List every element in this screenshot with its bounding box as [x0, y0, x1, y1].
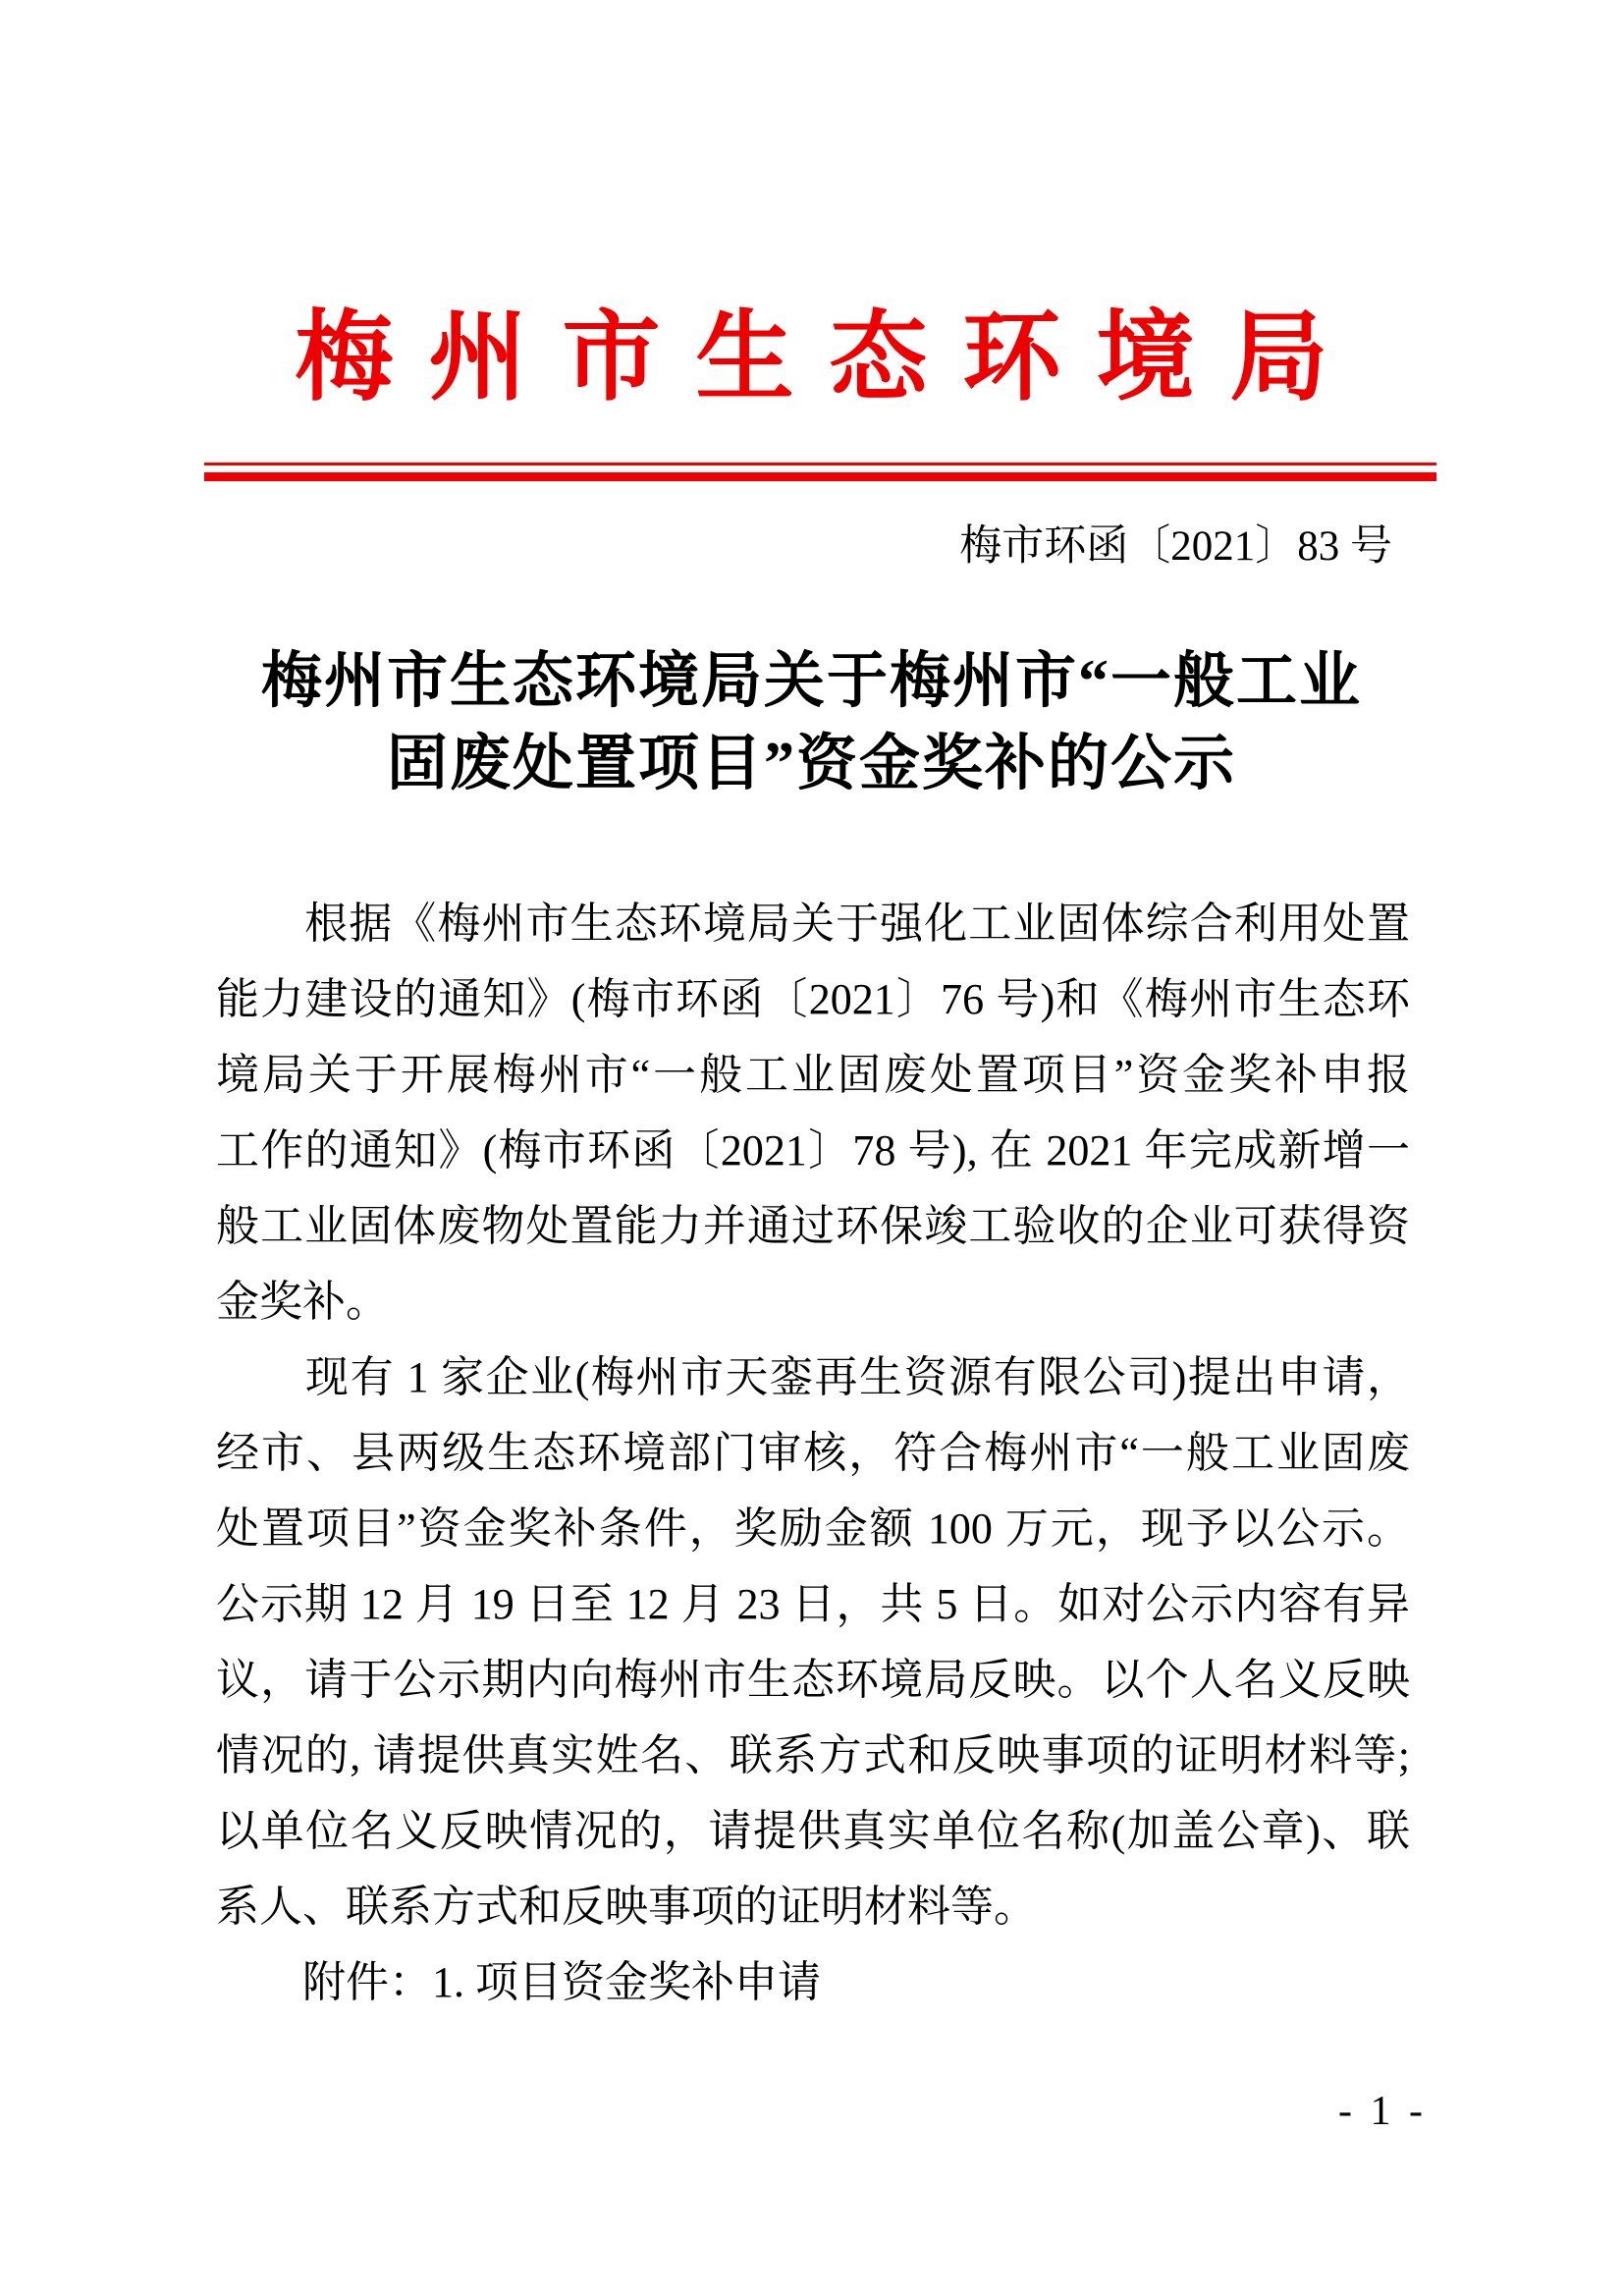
body-line: 处置项目”资金奖补条件，奖励金额 100 万元，现予以公示。: [216, 1504, 1410, 1553]
body-line: 能力建设的通知》(梅市环函〔2021〕76 号)和《梅州市生态环: [216, 975, 1410, 1023]
body-line: 境局关于开展梅州市“一般工业固废处置项目”资金奖补申报: [216, 1051, 1410, 1099]
body-line: 系人、联系方式和反映事项的证明材料等。: [216, 1883, 1037, 1931]
body-line: 根据《梅州市生态环境局关于强化工业固体综合利用处置: [216, 900, 1410, 948]
agency-masthead: 梅州市生态环境局: [295, 303, 1364, 412]
body-line: 情况的, 请提供真实姓名、联系方式和反映事项的证明材料等;: [216, 1731, 1410, 1779]
body-line: 工作的通知》(梅市环函〔2021〕78 号), 在 2021 年完成新增一: [216, 1126, 1410, 1175]
document-number: 梅市环函〔2021〕83 号: [959, 523, 1392, 570]
body-line: 公示期 12 月 19 日至 12 月 23 日，共 5 日。如对公示内容有异: [216, 1580, 1410, 1628]
document-title: [0, 640, 1623, 805]
body-line: 金奖补。: [216, 1278, 389, 1326]
body-line: 以单位名义反映情况的，请提供真实单位名称(加盖公章)、联: [216, 1807, 1410, 1855]
page-number: - 1 -: [1338, 2089, 1427, 2134]
red-separator-thin-line: [204, 463, 1436, 465]
document-title-line-2: 固废处置项目”资金奖补的公示: [386, 731, 1236, 797]
body-line: 经市、县两级生态环境部门审核，符合梅州市“一般工业固废: [216, 1429, 1410, 1477]
body-line: 议，请于公示期内向梅州市生态环境局反映。以个人名义反映: [216, 1656, 1410, 1704]
document-body: [216, 886, 1410, 2020]
body-line: 现有 1 家企业(梅州市天銮再生资源有限公司)提出申请，: [216, 1353, 1410, 1401]
document-title-line-1: 梅州市生态环境局关于梅州市“一般工业: [260, 648, 1362, 715]
body-line: 般工业固体废物处置能力并通过环保竣工验收的企业可获得资: [216, 1202, 1410, 1250]
attachment-line: 附件：1. 项目资金奖补申请: [216, 1958, 821, 2006]
red-separator-thick-line: [204, 472, 1436, 481]
